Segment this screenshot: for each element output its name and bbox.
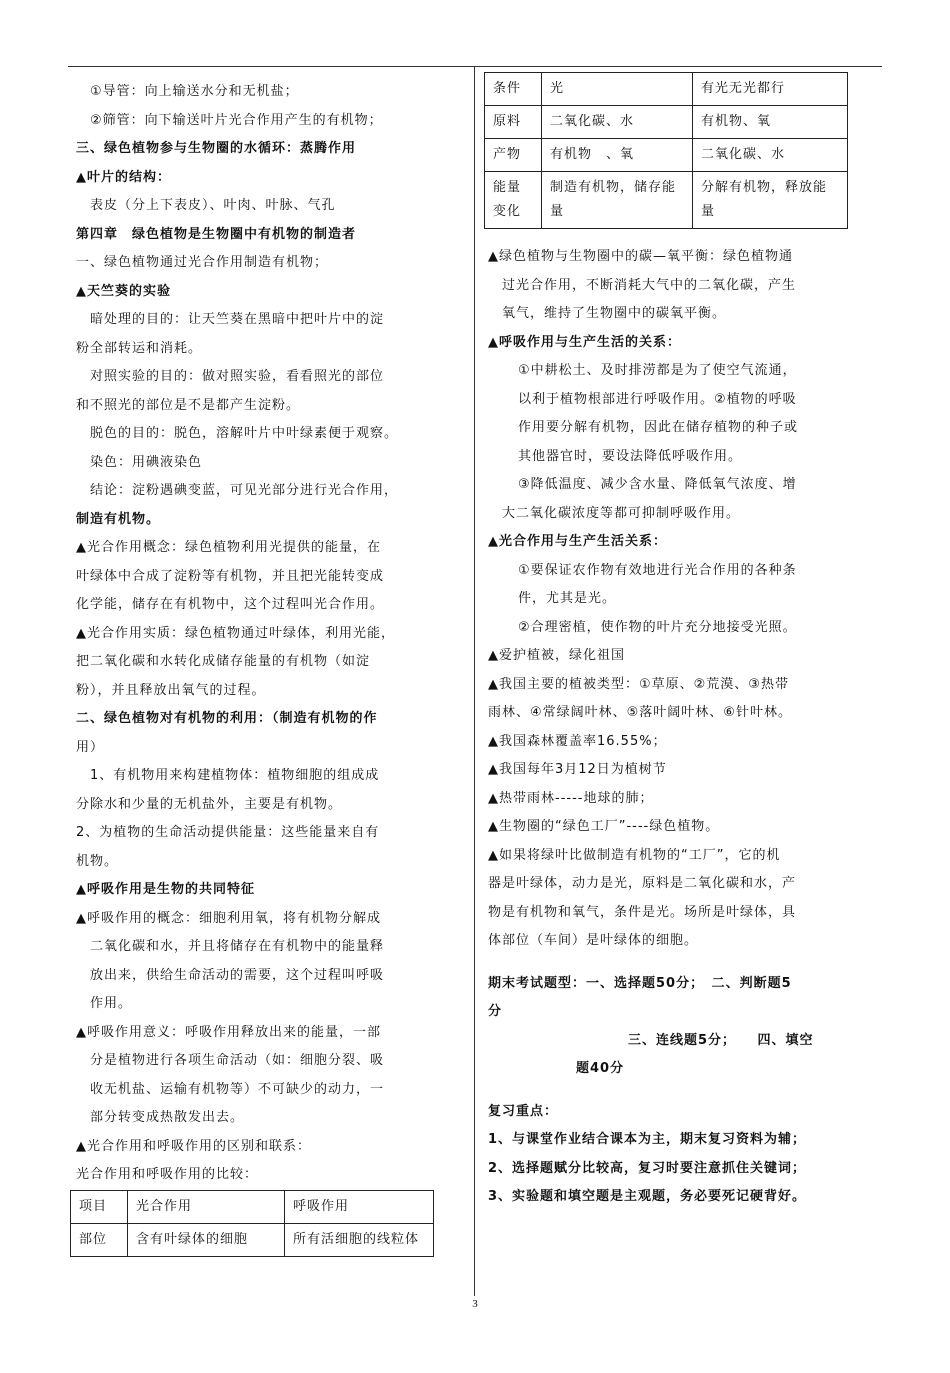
section-heading: ▲呼吸作用是生物的共同特征 bbox=[76, 882, 255, 897]
text-line: ②合理密植，使作物的叶片充分地接受光照。 bbox=[518, 619, 797, 635]
table-cell: 有机物、氧 bbox=[693, 106, 848, 139]
text-line: 物是有机物和氧气，条件是光。场所是叶绿体，具 bbox=[488, 904, 797, 920]
table-cell: 产物 bbox=[485, 139, 542, 172]
review-heading: 复习重点： bbox=[488, 1103, 559, 1119]
text-line: 分除水和少量的无机盐外，主要是有机物。 bbox=[76, 796, 343, 812]
text-line: ▲我国主要的植被类型：①草原、②荒漠、③热带 bbox=[488, 676, 789, 692]
left-column bbox=[76, 78, 464, 1257]
table-cell: 分解有机物，释放能量 bbox=[693, 172, 848, 229]
text-line: ①要保证农作物有效地进行光合作用的各种条 bbox=[518, 562, 797, 578]
text-line: 分是植物进行各项生命活动（如：细胞分裂、吸 bbox=[90, 1053, 385, 1068]
text-line: ③降低温度、减少含水量、降低氧气浓度、增 bbox=[518, 477, 797, 492]
exam-format: 题40分 bbox=[576, 1061, 625, 1076]
table-row bbox=[71, 1190, 434, 1223]
section-heading: ▲叶片的结构： bbox=[76, 169, 171, 185]
text-line: 以利于植物根部进行呼吸作用。②植物的呼吸 bbox=[518, 391, 797, 407]
text-line: 化学能，储存在有机物中，这个过程叫光合作用。 bbox=[76, 597, 385, 612]
table-row bbox=[485, 73, 848, 106]
text-line: ▲呼吸作用的概念：细胞利用氧，将有机物分解成 bbox=[76, 910, 381, 926]
page-number: 3 bbox=[472, 1298, 478, 1310]
section-heading: 二、绿色植物对有机物的利用：（制造有机物的作 bbox=[76, 711, 378, 726]
section-heading: ▲光合作用与生产生活关系： bbox=[488, 534, 667, 549]
right-column bbox=[488, 72, 883, 1212]
text-line: ▲呼吸作用意义：呼吸作用释放出来的能量，一部 bbox=[76, 1024, 381, 1040]
table-cell: 条件 bbox=[485, 73, 542, 106]
column-divider bbox=[474, 66, 475, 1296]
text-line: 2、为植物的生命活动提供能量：这些能量来自有 bbox=[76, 825, 380, 840]
text-line: 光合作用和呼吸作用的比较： bbox=[76, 1167, 259, 1182]
text-line: 机物。 bbox=[76, 853, 119, 869]
table-cell: 光 bbox=[542, 73, 693, 106]
section-heading: 三、绿色植物参与生物圈的水循环：蒸腾作用 bbox=[76, 141, 357, 156]
text-line: 脱色的目的：脱色，溶解叶片中叶绿素便于观察。 bbox=[90, 426, 399, 441]
table-cell: 制造有机物，储存能量 bbox=[542, 172, 693, 229]
text-line: 和不照光的部位是不是都产生淀粉。 bbox=[76, 397, 301, 413]
chapter-heading: 第四章 绿色植物是生物圈中有机物的制造者 bbox=[76, 226, 357, 242]
text-line: 暗处理的目的：让天竺葵在黑暗中把叶片中的淀 bbox=[90, 312, 385, 327]
text-line: ①导管：向上输送水分和无机盐； bbox=[90, 84, 299, 99]
text-line: 体部位（车间）是叶绿体的细胞。 bbox=[488, 933, 699, 948]
top-rule bbox=[68, 66, 882, 67]
text-line: 染色：用碘液染色 bbox=[90, 454, 203, 470]
text-line: ▲如果将绿叶比做制造有机物的“工厂”，它的机 bbox=[488, 847, 781, 863]
text-line: ②筛管：向下输送叶片光合作用产生的有机物； bbox=[90, 112, 383, 128]
text-line: ▲光合作用概念：绿色植物利用光提供的能量，在 bbox=[76, 540, 381, 555]
text-line: 雨林、④常绿阔叶林、⑤落叶阔叶林、⑥针叶林。 bbox=[488, 705, 792, 720]
text-line: 件，尤其是光。 bbox=[518, 591, 617, 606]
table-cell: 有机物 、氧 bbox=[542, 139, 693, 172]
text-line: 制造有机物。 bbox=[76, 511, 161, 527]
text-line: 器是叶绿体，动力是光，原料是二氧化碳和水，产 bbox=[488, 876, 797, 891]
table-cell: 二氧化碳、水 bbox=[542, 106, 693, 139]
text-line: 用） bbox=[76, 739, 105, 755]
text-line: 其他器官时，要设法降低呼吸作用。 bbox=[518, 448, 743, 464]
table-cell: 含有叶绿体的细胞 bbox=[128, 1223, 285, 1256]
text-line: 结论：淀粉遇碘变蓝，可见光部分进行光合作用， bbox=[90, 483, 399, 498]
text-line: 作用。 bbox=[90, 996, 133, 1011]
text-line: 1、有机物用来构建植物体：植物细胞的组成成 bbox=[90, 768, 380, 783]
text-line: 把二氧化碳和水转化成储存能量的有机物（如淀 bbox=[76, 654, 371, 669]
text-line: 过光合作用，不断消耗大气中的二氧化碳，产生 bbox=[502, 277, 797, 293]
exam-format: 三、连线题5分； 四、填空 bbox=[628, 1032, 814, 1048]
text-line: 叶绿体中合成了淀粉等有机物，并且把光能转变成 bbox=[76, 568, 385, 584]
text-line: ▲我国每年3月12日为植树节 bbox=[488, 762, 667, 777]
table-cell: 部位 bbox=[71, 1223, 128, 1256]
table-cell: 有光无光都行 bbox=[693, 73, 848, 106]
table-cell: 呼吸作用 bbox=[285, 1190, 434, 1223]
text-line: ▲热带雨林-----地球的肺； bbox=[488, 790, 654, 806]
text-line: ▲绿色植物与生物圈中的碳—氧平衡：绿色植物通 bbox=[488, 249, 793, 264]
text-line: 二氧化碳和水，并且将储存在有机物中的能量释 bbox=[90, 939, 385, 954]
table-cell: 二氧化碳、水 bbox=[693, 139, 848, 172]
text-line: ▲光合作用实质：绿色植物通过叶绿体，利用光能， bbox=[76, 625, 395, 641]
table-cell: 项目 bbox=[71, 1190, 128, 1223]
text-line: 作用要分解有机物，因此在储存植物的种子或 bbox=[518, 420, 799, 435]
review-point: 3、实验题和填空题是主观题，务必要死记硬背好。 bbox=[488, 1189, 807, 1204]
table-row bbox=[71, 1223, 434, 1256]
comparison-table-part2 bbox=[484, 72, 848, 229]
text-line: 放出来，供给生命活动的需要，这个过程叫呼吸 bbox=[90, 967, 385, 983]
table-row bbox=[485, 172, 848, 229]
review-point: 2、选择题赋分比较高，复习时要注意抓住关键词； bbox=[488, 1160, 807, 1176]
table-row bbox=[485, 139, 848, 172]
text-line: 部分转变成热散发出去。 bbox=[90, 1110, 245, 1125]
text-line: 大二氧化碳浓度等都可抑制呼吸作用。 bbox=[502, 505, 741, 521]
section-heading: ▲天竺葵的实验 bbox=[76, 283, 171, 299]
comparison-table-part1 bbox=[70, 1190, 434, 1257]
text-line: 一、绿色植物通过光合作用制造有机物； bbox=[76, 255, 329, 270]
text-line: ▲光合作用和呼吸作用的区别和联系： bbox=[76, 1138, 311, 1154]
text-line: 粉全部转运和消耗。 bbox=[76, 340, 203, 356]
text-line: 表皮（分上下表皮）、叶肉、叶脉、气孔 bbox=[90, 198, 336, 213]
table-row bbox=[485, 106, 848, 139]
text-line: ▲爱护植被，绿化祖国 bbox=[488, 648, 625, 663]
text-line: ▲生物圈的“绿色工厂”----绿色植物。 bbox=[488, 819, 720, 834]
text-line: 氧气，维持了生物圈中的碳氧平衡。 bbox=[502, 306, 727, 321]
table-cell: 所有活细胞的线粒体 bbox=[285, 1223, 434, 1256]
text-line: 对照实验的目的：做对照实验，看看照光的部位 bbox=[90, 369, 385, 384]
text-line: ①中耕松土、及时排涝都是为了使空气流通， bbox=[518, 363, 797, 378]
table-cell: 原料 bbox=[485, 106, 542, 139]
text-line: ▲我国森林覆盖率16.55%； bbox=[488, 733, 667, 749]
exam-format: 分 bbox=[488, 1004, 503, 1019]
table-cell: 能量变化 bbox=[485, 172, 542, 229]
text-line: 粉），并且释放出氧气的过程。 bbox=[76, 682, 266, 698]
review-point: 1、与课堂作业结合课本为主，期末复习资料为辅； bbox=[488, 1132, 807, 1147]
section-heading: ▲呼吸作用与生产生活的关系： bbox=[488, 334, 681, 350]
table-cell: 光合作用 bbox=[128, 1190, 285, 1223]
exam-format: 期末考试题型：一、选择题50分； 二、判断题5 bbox=[488, 975, 792, 991]
text-line: 收无机盐、运输有机物等）不可缺少的动力，一 bbox=[90, 1081, 385, 1097]
